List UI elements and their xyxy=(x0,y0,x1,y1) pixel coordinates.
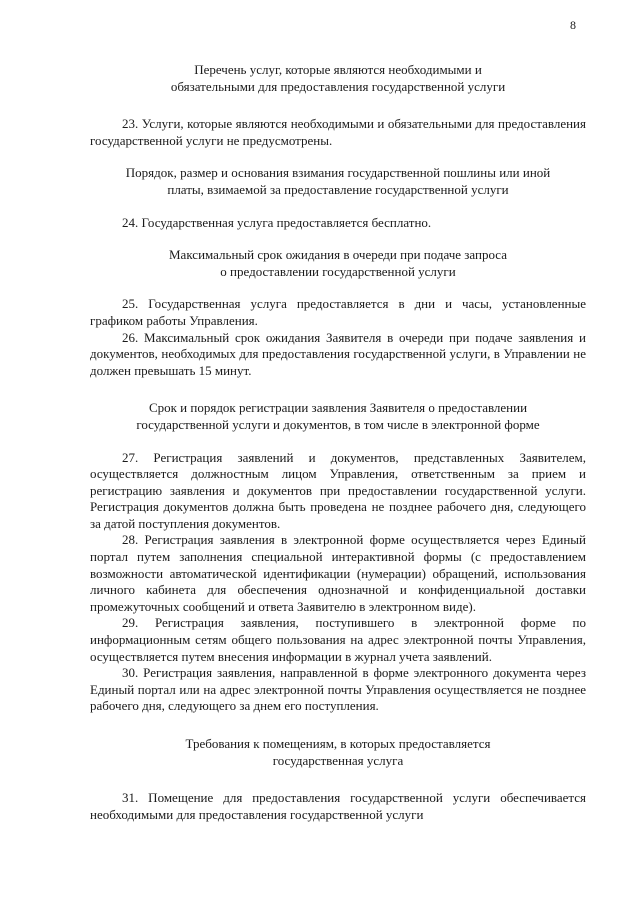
paragraph-25: 25. Государственная услуга предоставляется в дни и часы, установленные графиком работы Управления. xyxy=(90,296,586,328)
paragraph-30: 30. Регистрация заявления, направленной в форме электронного документа через Единый портал или на адрес электронной почты Управления осуществляется не позднее рабочего дня, следующего за днем его поступления. xyxy=(90,665,586,714)
paragraph-29: 29. Регистрация заявления, поступившего в электронной форме по информационным сетям общего пользования на адрес электронной почты Управления, осуществляется путем внесения информации в журнал учета заявлений. xyxy=(90,615,586,664)
paragraph-28: 28. Регистрация заявления в электронной форме осуществляется через Единый портал путем заполнения специальной интерактивной формы (с предоставлением возможности автоматической идентификации (нумерации) обращений, использования личного кабинета для обеспечения однозначной и конфиденциальной доставки промежуточных сообщений и ответа Заявителю в электронном виде). xyxy=(90,532,586,614)
paragraph-26: 26. Максимальный срок ожидания Заявителя в очереди при подаче заявления и документов, необходимых для предоставления государственной услуги, в Управлении не должен превышать 15 минут. xyxy=(90,329,586,378)
heading-waiting-time: Максимальный срок ожидания в очереди при подаче запроса о предоставлении государственной услуги xyxy=(168,247,508,279)
paragraph-31: 31. Помещение для предоставления государственной услуги обеспечивается необходимыми для предоставления государственной услуги xyxy=(90,790,586,822)
heading-registration: Срок и порядок регистрации заявления Заявителя о предоставлении государственной услуги и документов, в том числе в электронной форме xyxy=(136,400,540,432)
paragraph-24: 24. Государственная услуга предоставляется бесплатно. xyxy=(122,214,432,230)
page-number: 8 xyxy=(570,18,576,32)
paragraph-27: 27. Регистрация заявлений и документов, представленных Заявителем, осуществляется должностным лицом Управления, ответственным за прием и регистрацию заявления и документов при предоставлении государственной услуги. Регистрация документов должна быть проведена не позднее рабочего дня, следующего за датой поступления документов. xyxy=(90,449,586,531)
heading-fees: Порядок, размер и основания взимания государственной пошлины или иной платы, взимаемой за предоставление государственной услуги xyxy=(125,165,551,197)
document-body xyxy=(90,62,586,823)
paragraph-23: 23. Услуги, которые являются необходимыми и обязательными для предоставления государственной услуги не предусмотрены. xyxy=(90,116,586,148)
heading-required-services: Перечень услуг, которые являются необходимыми и обязательными для предоставления государственной услуги xyxy=(170,62,506,94)
heading-premises: Требования к помещениям, в которых предоставляется государственная услуга xyxy=(185,736,491,768)
